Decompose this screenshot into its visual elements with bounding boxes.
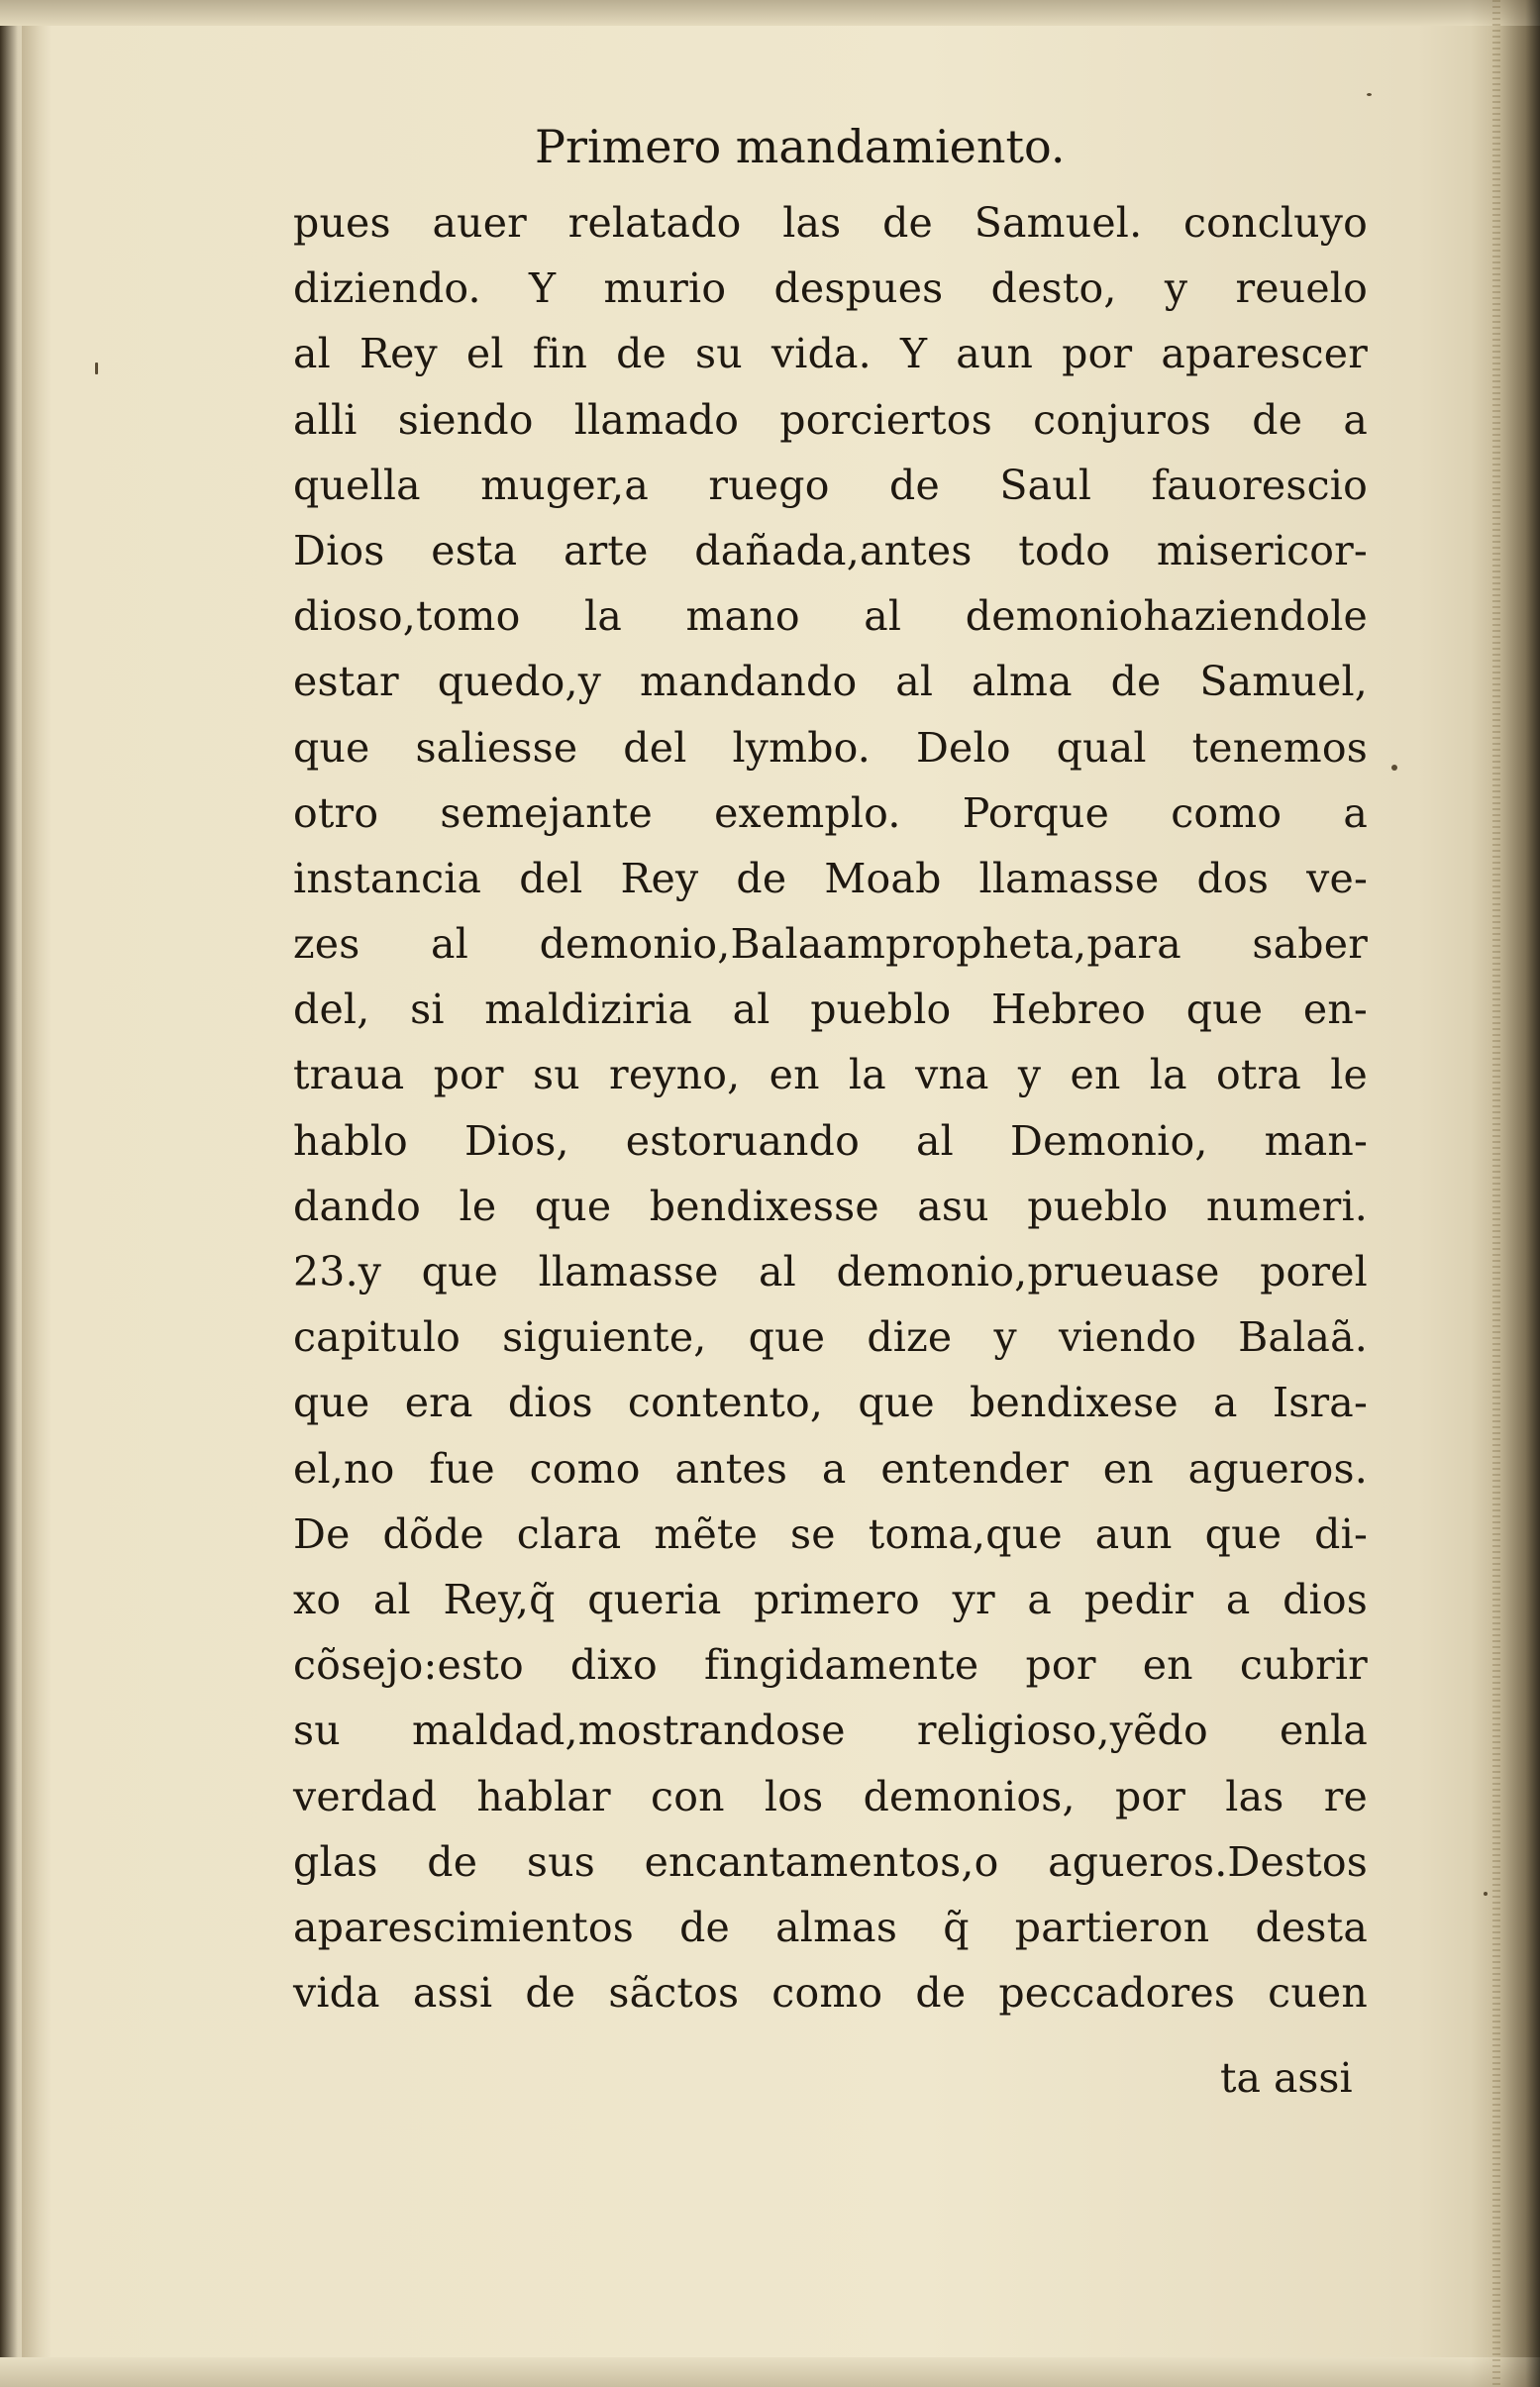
- text-line: Dios esta arte dañada,antes todo misericor-: [293, 526, 1368, 574]
- binding-gutter: [1471, 0, 1540, 2387]
- ink-speck: [1391, 765, 1397, 771]
- page-top-edge: [0, 0, 1540, 26]
- body-text: [293, 190, 1368, 2025]
- text-line: dioso,tomo la mano al demoniohaziendole: [293, 592, 1368, 641]
- text-line: quella muger,a ruego de Saul fauorescio: [293, 461, 1368, 509]
- text-line: instancia del Rey de Moab llamasse dos ve-: [293, 854, 1368, 902]
- text-line: dando le que bendixesse asu pueblo numeri.: [293, 1182, 1368, 1230]
- page-bottom-edge: [0, 2357, 1540, 2387]
- ink-speck: [1484, 1892, 1488, 1896]
- text-line: De dõde clara mẽte se toma,que aun que di-: [293, 1509, 1368, 1558]
- text-line: otro semejante exemplo. Porque como a: [293, 788, 1368, 837]
- text-line: al Rey el fin de su vida. Y aun por aparescer: [293, 330, 1368, 378]
- ink-speck: [1367, 93, 1372, 96]
- text-line: alli siendo llamado porciertos conjuros de a: [293, 395, 1368, 444]
- text-line: que saliesse del lymbo. Delo qual tenemos: [293, 723, 1368, 772]
- text-line: vida assi de sãctos como de peccadores cuen: [293, 1969, 1368, 2018]
- text-line: traua por su reyno, en la vna y en la otra le: [293, 1051, 1368, 1099]
- text-line: cõsejo:esto dixo fingidamente por en cubrir: [293, 1641, 1368, 1690]
- running-head: Primero mandamiento.: [535, 120, 1066, 173]
- text-line: verdad hablar con los demonios, por las re: [293, 1772, 1368, 1820]
- text-line: aparescimientos de almas q̃ partieron desta: [293, 1903, 1368, 1951]
- text-line: 23.y que llamasse al demonio,prueuase porel: [293, 1248, 1368, 1296]
- page-stack-edge: [1492, 0, 1500, 2387]
- text-line: capitulo siguiente, que dize y viendo Balaã.: [293, 1313, 1368, 1362]
- text-line: xo al Rey,q̃ queria primero yr a pedir a dios: [293, 1575, 1368, 1623]
- text-line: pues auer relatado las de Samuel. concluyo: [293, 199, 1368, 247]
- text-line: el,no fue como antes a entender en agueros.: [293, 1444, 1368, 1493]
- text-line: glas de sus encantamentos,o agueros.Destos: [293, 1837, 1368, 1886]
- page-edge-stain: [22, 0, 51, 2387]
- text-line: estar quedo,y mandando al alma de Samuel,: [293, 658, 1368, 706]
- text-line: del, si maldiziria al pueblo Hebreo que en-: [293, 986, 1368, 1034]
- text-line: hablo Dios, estoruando al Demonio, man-: [293, 1116, 1368, 1165]
- text-line: su maldad,mostrandose religioso,yẽdo enla: [293, 1707, 1368, 1755]
- text-line: diziendo. Y murio despues desto, y reuelo: [293, 264, 1368, 313]
- ink-speck: [95, 363, 98, 374]
- catchword: ta assi: [1220, 2054, 1353, 2102]
- text-line: zes al demonio,Balaampropheta,para saber: [293, 920, 1368, 969]
- text-line: que era dios contento, que bendixese a Isra-: [293, 1379, 1368, 1427]
